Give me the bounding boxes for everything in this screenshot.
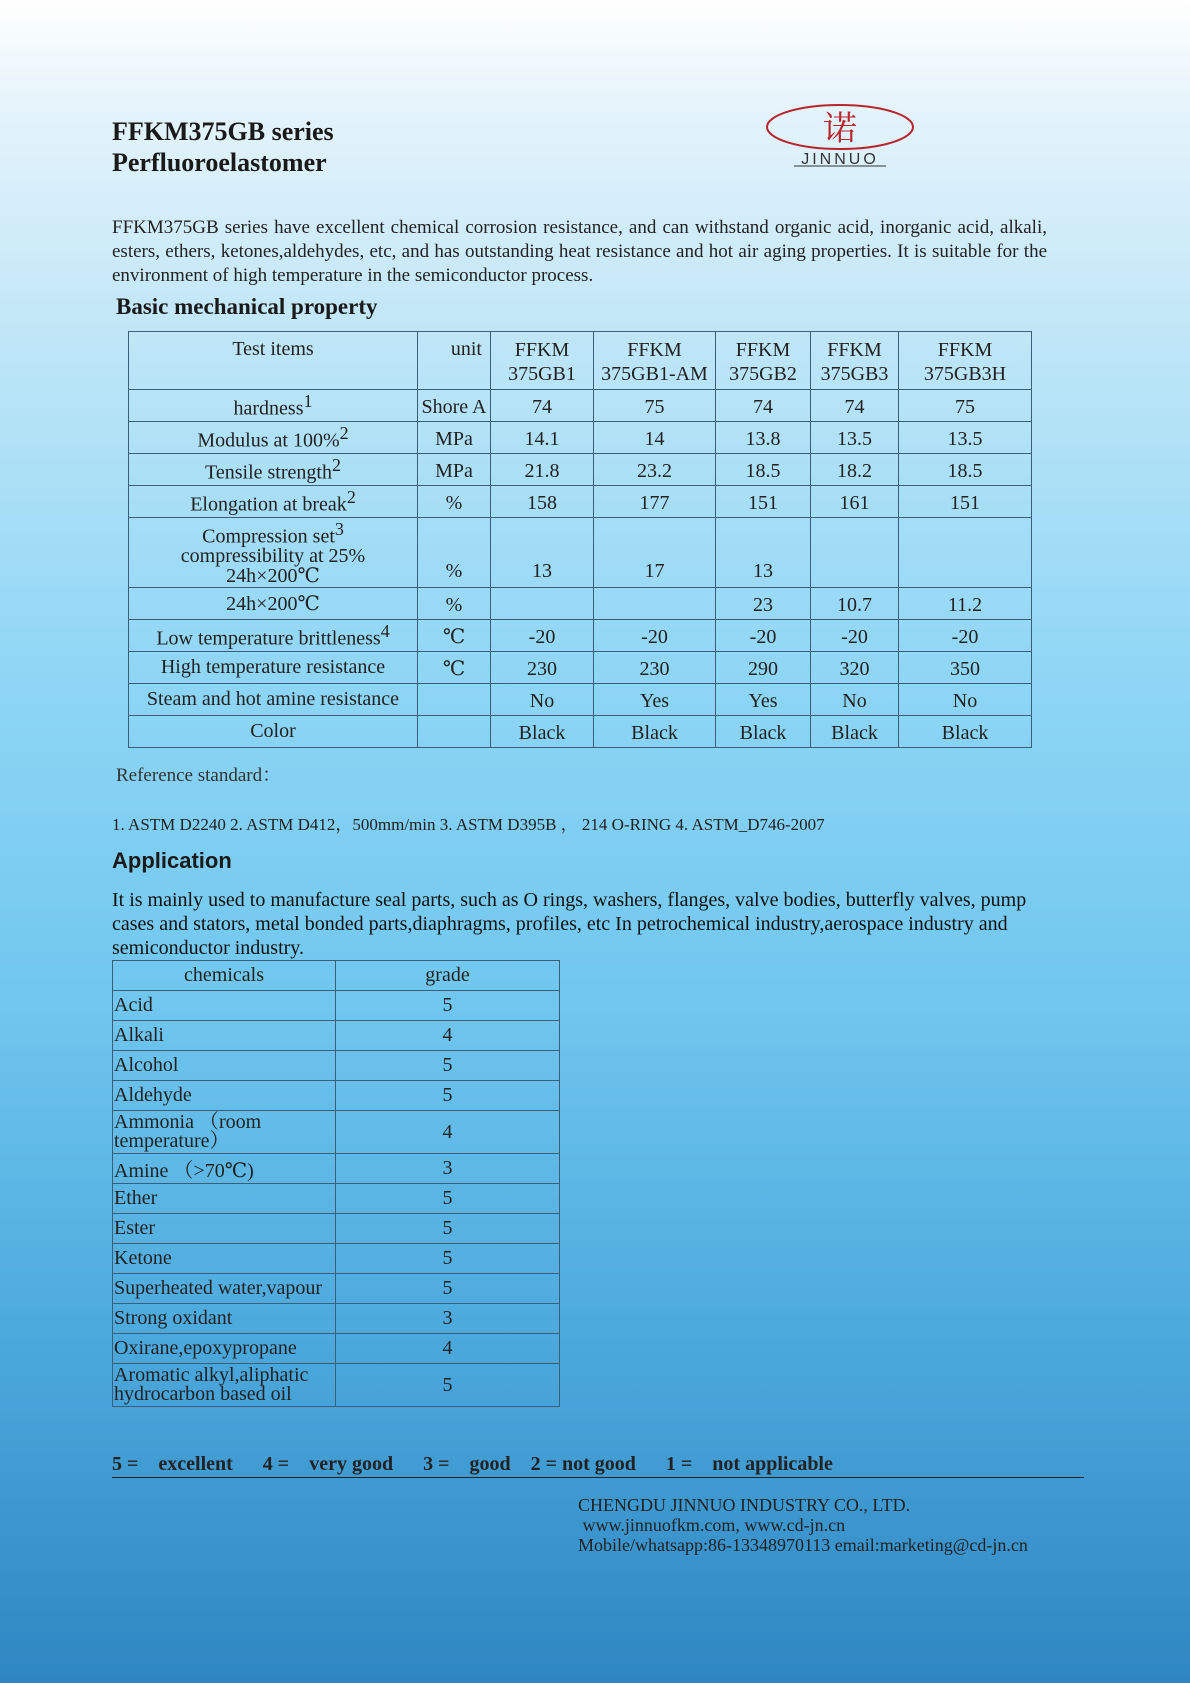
col-header-product: [716, 332, 811, 390]
mech-value-cell: 13.5: [811, 422, 899, 454]
mech-value-cell: 161: [811, 486, 899, 518]
mech-value-cell: 13: [491, 518, 594, 588]
product-line-1: FFKM: [827, 339, 882, 361]
mech-item-line: [129, 519, 417, 547]
chem-name-cell: Acid: [113, 991, 336, 1021]
chem-grade-cell: 5: [336, 1364, 560, 1407]
mech-item-name: 24h×200℃: [226, 593, 320, 615]
mech-value-cell: No: [899, 684, 1032, 716]
chem-grade-cell: 5: [336, 1214, 560, 1244]
mech-value-cell: 151: [899, 486, 1032, 518]
mech-item-cell: [129, 390, 418, 422]
chem-name-cell: Superheated water,vapour: [113, 1274, 336, 1304]
col-header-chemicals: chemicals: [113, 961, 336, 991]
chem-name-cell: Aldehyde: [113, 1081, 336, 1111]
mech-value-cell: 13.5: [899, 422, 1032, 454]
chem-grade-cell: 5: [336, 1081, 560, 1111]
mech-value-cell: 23.2: [594, 454, 716, 486]
chem-row: [113, 1274, 560, 1304]
footnote-ref: 2: [346, 486, 356, 507]
mech-value-cell: Black: [594, 716, 716, 748]
chem-name-cell: Alkali: [113, 1021, 336, 1051]
chem-name-cell: Ester: [113, 1214, 336, 1244]
mech-value-cell: 230: [491, 652, 594, 684]
mech-value-cell: 158: [491, 486, 594, 518]
chem-name-cell: Alcohol: [113, 1051, 336, 1081]
footer-contact: Mobile/whatsapp:86-13348970113 email:marketing@cd-jn.cn: [578, 1535, 1028, 1555]
col-header-items: Test items: [129, 332, 418, 390]
mech-value-cell: 18.5: [899, 454, 1032, 486]
chem-name-line: Ammonia （room: [114, 1111, 262, 1133]
footnote-ref: 2: [339, 422, 349, 443]
mech-value-cell: 18.2: [811, 454, 899, 486]
chem-name-cell: Ether: [113, 1184, 336, 1214]
mech-value-cell: 350: [899, 652, 1032, 684]
company-logo: [764, 102, 916, 168]
logo-text: JINNUO: [801, 151, 879, 168]
mech-row: [129, 716, 1032, 748]
mech-item-cell: [129, 684, 418, 716]
chem-grade-cell: 5: [336, 1184, 560, 1214]
application-text: It is mainly used to manufacture seal parts, such as O rings, washers, flanges, valve bodies, butterfly valves, pump cases and stators, metal bonded parts,diaphragms, profiles, etc In petrochemical industry,aerospace industry and semiconductor industry.: [112, 889, 1027, 959]
chem-row: [113, 1111, 560, 1154]
mech-row: [129, 652, 1032, 684]
mech-value-cell: 177: [594, 486, 716, 518]
footer-company: CHENGDU JINNUO INDUSTRY CO., LTD.: [578, 1495, 911, 1515]
mech-value-cell: -20: [899, 620, 1032, 652]
chem-grade-cell: 5: [336, 1274, 560, 1304]
chemical-table: [112, 960, 560, 1407]
mech-value-cell: [594, 588, 716, 620]
mech-value-cell: No: [811, 684, 899, 716]
grade-legend: 5 = excellent 4 = very good 3 = good 2 = not good 1 = not applicable: [112, 1453, 1084, 1478]
page-title: [112, 116, 334, 178]
mech-item-subline: compressibility at 25%: [180, 545, 366, 568]
chem-name-cell: [113, 1111, 336, 1154]
mech-row: [129, 588, 1032, 620]
footnote-ref: 1: [303, 390, 313, 411]
mech-item-name: Steam and hot amine resistance: [146, 688, 400, 710]
mech-value-cell: 11.2: [899, 588, 1032, 620]
mech-value-cell: 13.8: [716, 422, 811, 454]
mech-value-cell: 14.1: [491, 422, 594, 454]
chem-row: [113, 1334, 560, 1364]
mech-value-cell: [899, 518, 1032, 588]
mech-item-name: High temperature resistance: [160, 656, 386, 678]
mech-item-name: Low temperature brittleness: [156, 627, 381, 650]
chem-row: [113, 991, 560, 1021]
mech-row: [129, 390, 1032, 422]
mech-unit-cell: Shore A: [418, 390, 491, 422]
mech-unit-cell: %: [418, 518, 491, 588]
mech-table: [128, 331, 1032, 748]
mech-unit-cell: %: [418, 588, 491, 620]
mech-value-cell: [811, 518, 899, 588]
chem-grade-cell: 4: [336, 1334, 560, 1364]
mech-unit-cell: %: [418, 486, 491, 518]
mech-value-cell: -20: [716, 620, 811, 652]
footnote-ref: 3: [334, 518, 344, 539]
mech-unit-cell: [418, 716, 491, 748]
mech-value-cell: -20: [491, 620, 594, 652]
mech-value-cell: [491, 588, 594, 620]
product-line-1: FFKM: [937, 339, 993, 361]
product-line-1: FFKM: [627, 339, 682, 361]
product-line-1: FFKM: [735, 339, 791, 361]
mech-value-cell: 14: [594, 422, 716, 454]
mech-value-cell: Yes: [716, 684, 811, 716]
mech-item-cell: [129, 518, 418, 588]
application-heading: Application: [112, 848, 232, 873]
mech-row: [129, 620, 1032, 652]
chem-row: [113, 1154, 560, 1184]
mech-row: [129, 518, 1032, 588]
mech-unit-cell: ℃: [418, 652, 491, 684]
product-line-2: 375GB3: [820, 363, 889, 385]
mech-item-name: Modulus at 100%: [197, 429, 340, 452]
mech-row: [129, 454, 1032, 486]
product-line-2: 375GB1: [508, 363, 576, 385]
mech-value-cell: 75: [594, 390, 716, 422]
footer-web: www.jinnuofkm.com, www.cd-jn.cn: [578, 1515, 846, 1535]
footnote-ref: 4: [380, 620, 390, 641]
col-header-product: [594, 332, 716, 390]
reference-list: 1. ASTM D2240 2. ASTM D412，500mm/min 3. ASTM D395B ， 214 O-RING 4. ASTM_D746-2007: [112, 815, 825, 834]
footnote-ref: 2: [331, 454, 341, 475]
chem-row: [113, 1304, 560, 1334]
chem-grade-cell: 3: [336, 1304, 560, 1334]
mech-value-cell: 10.7: [811, 588, 899, 620]
mech-value-cell: 74: [811, 390, 899, 422]
chem-grade-cell: 5: [336, 991, 560, 1021]
mech-row: [129, 422, 1032, 454]
chem-name-line: temperature）: [114, 1130, 230, 1152]
col-header-product: [491, 332, 594, 390]
intro-paragraph: FFKM375GB series have excellent chemical corrosion resistance, and can withstand organic acid, inorganic acid, alkali, esters, ethers, ketones,aldehydes, etc, and has outstanding heat resistance and hot air aging properties. It is suitable for the environment of high temperature in the semiconductor process.: [112, 217, 1047, 286]
mech-item-cell: [129, 620, 418, 652]
mech-item-subline: 24h×200℃: [226, 565, 320, 588]
mech-item-cell: [129, 454, 418, 486]
mech-value-cell: 230: [594, 652, 716, 684]
mech-value-cell: 320: [811, 652, 899, 684]
col-header-unit: unit: [418, 332, 491, 390]
mech-item-name: Tensile strength: [205, 461, 332, 484]
chem-name-cell: Ketone: [113, 1244, 336, 1274]
mech-row: [129, 486, 1032, 518]
chem-name-cell: Amine （>70℃): [113, 1154, 336, 1184]
mech-value-cell: 74: [716, 390, 811, 422]
product-line-1: FFKM: [514, 339, 570, 361]
mech-item-name: hardness: [233, 397, 304, 420]
mech-value-cell: Black: [716, 716, 811, 748]
chem-header-row: [113, 961, 560, 991]
mech-header-row: [129, 332, 1032, 390]
col-header-product: [899, 332, 1032, 390]
mech-value-cell: Black: [491, 716, 594, 748]
chem-row: [113, 1051, 560, 1081]
mech-value-cell: 17: [594, 518, 716, 588]
mech-unit-cell: MPa: [418, 454, 491, 486]
mech-value-cell: -20: [811, 620, 899, 652]
chem-grade-cell: 5: [336, 1051, 560, 1081]
mech-unit-cell: MPa: [418, 422, 491, 454]
mech-value-cell: 23: [716, 588, 811, 620]
mech-unit-cell: [418, 684, 491, 716]
chem-name-cell: Oxirane,epoxypropane: [113, 1334, 336, 1364]
chem-row: [113, 1184, 560, 1214]
chem-grade-cell: 3: [336, 1154, 560, 1184]
mech-value-cell: 21.8: [491, 454, 594, 486]
chem-row: [113, 1244, 560, 1274]
mech-value-cell: 151: [716, 486, 811, 518]
mech-item-cell: [129, 652, 418, 684]
title-line-2: Perfluoroelastomer: [112, 148, 327, 177]
product-line-2: 375GB1-AM: [601, 363, 708, 385]
mech-heading: Basic mechanical property: [116, 294, 378, 319]
mech-value-cell: 74: [491, 390, 594, 422]
product-line-2: 375GB2: [729, 363, 797, 385]
col-header-grade: grade: [336, 961, 560, 991]
mech-row: [129, 684, 1032, 716]
mech-item-name: Compression set: [202, 525, 335, 548]
product-line-2: 375GB3H: [923, 363, 1007, 385]
mech-value-cell: 18.5: [716, 454, 811, 486]
reference-heading: Reference standard：: [116, 765, 282, 786]
mech-value-cell: 75: [899, 390, 1032, 422]
chem-grade-cell: 4: [336, 1111, 560, 1154]
chem-grade-cell: 4: [336, 1021, 560, 1051]
chem-name-line: Aromatic alkyl,aliphatic: [114, 1364, 309, 1386]
mech-value-cell: 290: [716, 652, 811, 684]
title-line-1: FFKM375GB series: [112, 117, 334, 146]
chem-row: [113, 1021, 560, 1051]
chem-name-line: hydrocarbon based oil: [114, 1383, 292, 1405]
mech-item-name: Elongation at break: [190, 493, 347, 516]
mech-value-cell: -20: [594, 620, 716, 652]
chem-row: [113, 1214, 560, 1244]
mech-item-cell: [129, 716, 418, 748]
mech-item-cell: [129, 588, 418, 620]
chem-row: [113, 1081, 560, 1111]
logo-char: 诺: [823, 109, 857, 149]
mech-item-name: Color: [250, 720, 296, 742]
mech-value-cell: 13: [716, 518, 811, 588]
chem-grade-cell: 5: [336, 1244, 560, 1274]
mech-item-cell: [129, 486, 418, 518]
mech-item-cell: [129, 422, 418, 454]
chem-name-cell: Strong oxidant: [113, 1304, 336, 1334]
chem-name-cell: [113, 1364, 336, 1407]
mech-value-cell: Yes: [594, 684, 716, 716]
chem-row: [113, 1364, 560, 1407]
mech-unit-cell: ℃: [418, 620, 491, 652]
col-header-product: [811, 332, 899, 390]
mech-value-cell: No: [491, 684, 594, 716]
mech-value-cell: Black: [899, 716, 1032, 748]
footer: [578, 1495, 1028, 1555]
mech-value-cell: Black: [811, 716, 899, 748]
